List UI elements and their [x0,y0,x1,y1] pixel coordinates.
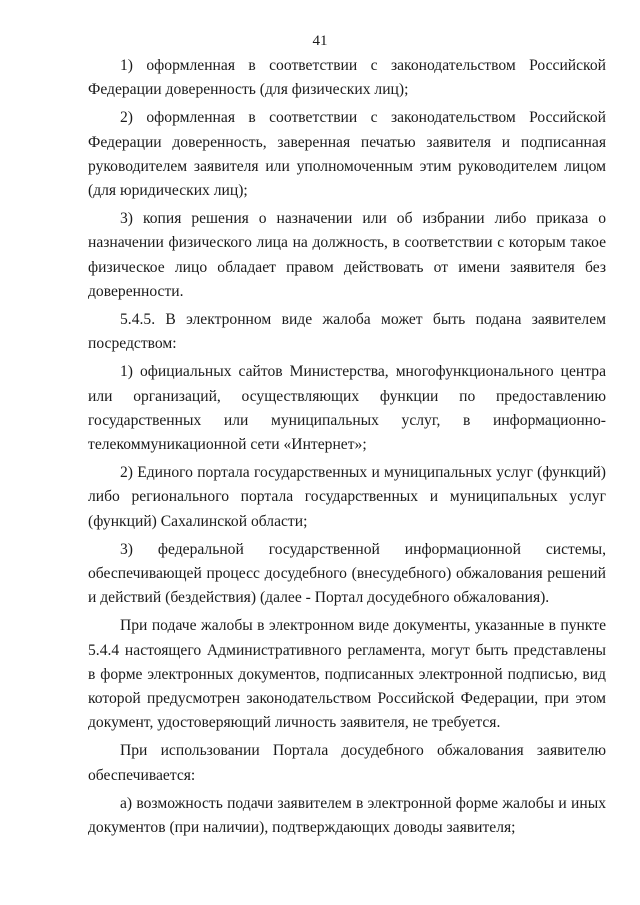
paragraph-section-5-4-5: 5.4.5. В электронном виде жалоба может быть подана заявителем посредством: [88,311,606,353]
paragraph-portal-usage: При использовании Портала досудебного обжалования заявителю обеспечивается: [88,742,606,784]
paragraph-unified-portal: 2) Единого портала государственных и муниципальных услуг (функций) либо регионального портала государственных и муниципальных услуг (функций) Сахалинской области; [88,464,606,530]
paragraph-power-of-attorney-legal-entities: 2) оформленная в соответствии с законодательством Российской Федерации доверенность, заверенная печатью заявителя и подписанная руководителем заявителя или уполномоченным этим руководителем лицом (для юридических лиц); [88,109,606,200]
paragraph-appointment-decision-copy: 3) копия решения о назначении или об избрании либо приказа о назначении физического лица на должность, в соответствии с которым такое физическое лицо обладает правом действовать от имени заявителя без доверенности. [88,210,606,300]
paragraph-item-a: а) возможность подачи заявителем в электронной форме жалобы и иных документов (при наличии), подтверждающих доводы заявителя; [88,794,606,837]
paragraph-official-websites: 1) официальных сайтов Министерства, многофункционального центра или организаций, осуществляющих функции по предоставлению государственных или муниципальных услуг, в информационно-телекоммуникационной сети «Интернет»; [88,363,606,454]
paragraph-power-of-attorney-individuals: 1) оформленная в соответствии с законодательством Российской Федерации доверенность (для физических лиц); [88,57,606,99]
page-number: 41 [312,33,328,49]
document-body [88,54,606,840]
paragraph-federal-system: 3) федеральной государственной информационной системы, обеспечивающей процесс досудебного (внесудебного) обжалования решений и действий (бездействия) (далее - Портал досудебного обжалования). [88,540,606,607]
paragraph-electronic-documents: При подаче жалобы в электронном виде документы, указанные в пункте 5.4.4 настоящего Административного регламента, могут быть представлены в форме электронных документов, подписанных электронной подписью, вид которой предусмотрен законодательством Российской Федерации, при этом документ, удостоверяющий личность заявителя, не требуется. [88,617,606,732]
